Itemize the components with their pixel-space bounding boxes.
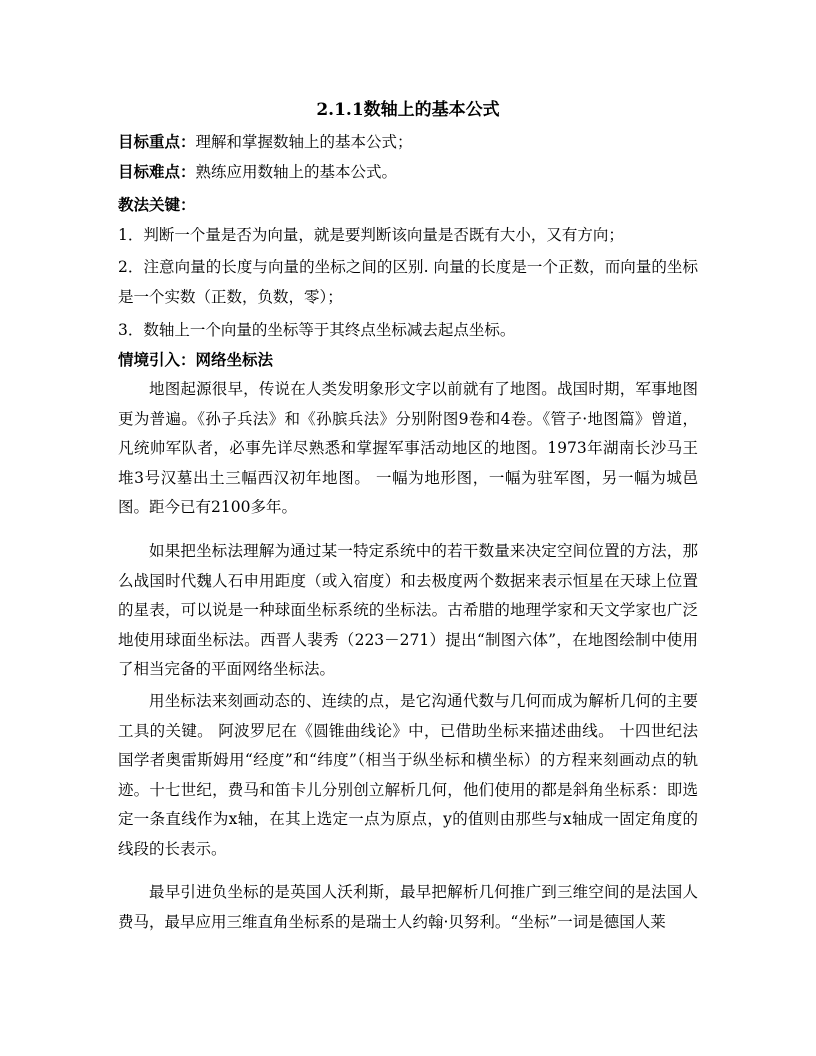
paragraph-history-maps: 地图起源很早，传说在人类发明象形文字以前就有了地图。战国时期，军事地图更为普遍。《孙子兵法》和《孙膑兵法》分别附图9卷和4卷。《管子·地图篇》曾道，凡统帅军队者，必事先详尽熟悉和掌握军事活动地区的地图。1973年湖南长沙马王堆3号汉墓出土三幅西汉初年地图。 一幅为地形图，一幅为驻军图，另一幅为城邑图。距今已有2100多年。 [118,380,698,516]
document-title: 2.1.1数轴上的基本公式 [316,100,500,120]
method-point-2: 2．注意向量的长度与向量的坐标之间的区别. 向量的长度是一个正数，而向量的坐标是一个实数（正数，负数，零）； [118,258,698,306]
method-heading: 教法关键： [118,195,196,214]
difficulty-label: 目标难点： [118,162,196,181]
method-point-1: 1．判断一个量是否为向量，就是要判断该向量是否既有大小，又有方向； [118,226,624,244]
method-point-3: 3．数轴上一个向量的坐标等于其终点坐标减去起点坐标。 [118,321,516,339]
focus-objective [118,131,413,153]
paragraph-negative-coordinates: 最早引进负坐标的是英国人沃利斯，最早把解析几何推广到三维空间的是法国人费马，最早应用三维直角坐标系的是瑞士人约翰·贝努利。“坐标”一词是德国人莱 [118,883,698,931]
intro-heading: 情境引入：网络坐标法 [118,350,274,369]
focus-text: 理解和掌握数轴上的基本公式； [195,133,413,151]
difficulty-objective [118,161,397,183]
paragraph-analytic-geometry: 用坐标法来刻画动态的、连续的点，是它沟通代数与几何而成为解析几何的主要工具的关键。 阿波罗尼在《圆锥曲线论》中，已借助坐标来描述曲线。 十四世纪法国学者奥雷斯姆用“经度”和“纬度”（相当于纵坐标和横坐标）的方程来刻画动点的轨迹。十七世纪，费马和笛卡儿分别创立解析几何，他们使用的都是斜角坐标系：即选定一条直线作为x轴，在其上选定一点为原点，y的值则由那些与x轴成一固定角度的线段的长表示。 [118,692,698,858]
paragraph-coordinate-method: 如果把坐标法理解为通过某一特定系统中的若干数量来决定空间位置的方法，那么战国时代魏人石申用距度（或入宿度）和去极度两个数据来表示恒星在天球上位置的星表，可以说是一种球面坐标系统的坐标法。古希腊的地理学家和天文学家也广泛地使用球面坐标法。西晋人裴秀（223－271）提出“制图六体”，在地图绘制中使用了相当完备的平面网络坐标法。 [118,542,698,678]
focus-label: 目标重点： [118,132,196,151]
difficulty-text: 熟练应用数轴上的基本公式。 [195,163,398,181]
